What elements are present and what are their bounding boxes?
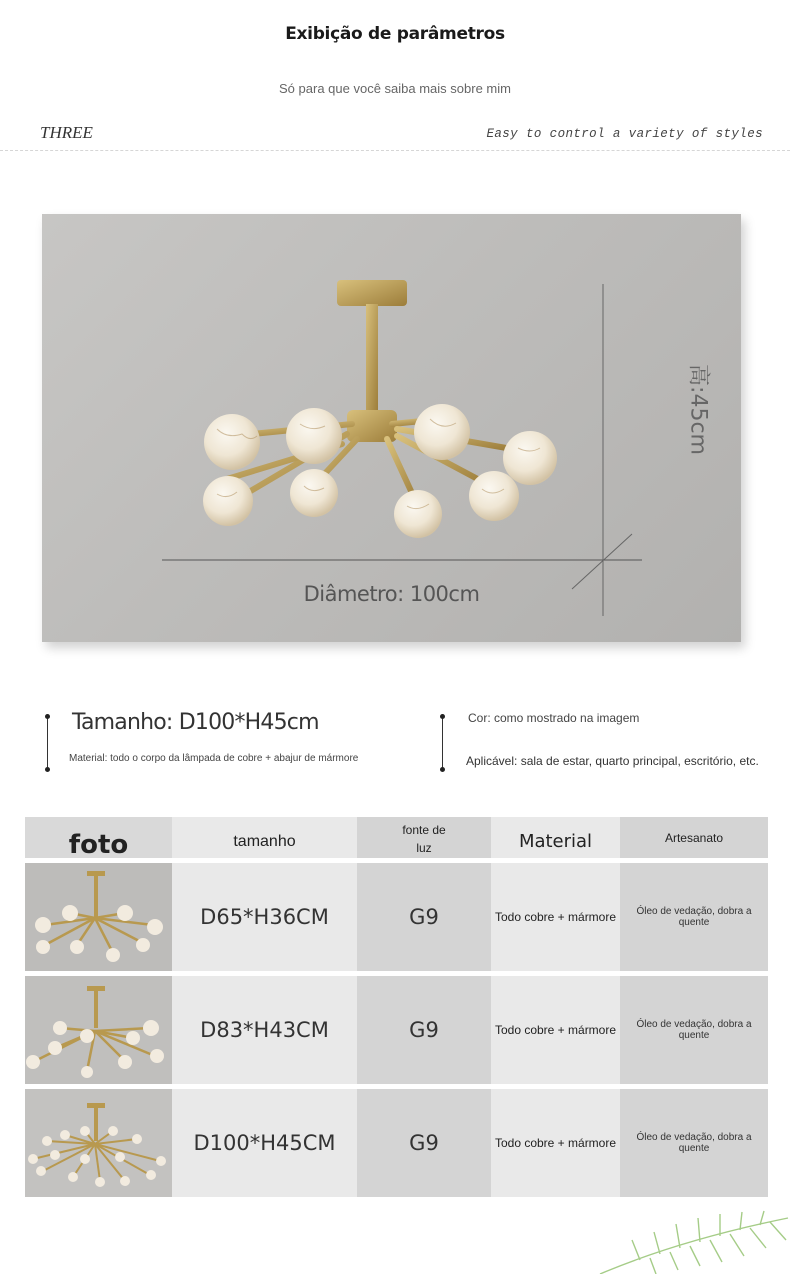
- chandelier-illustration: [42, 214, 741, 642]
- light-cell: G9: [357, 1089, 491, 1197]
- size-cell: D83*H43CM: [172, 976, 357, 1084]
- diameter-label: Diâmetro: 100cm: [303, 582, 480, 606]
- material-cell: Todo cobre + mármore: [491, 976, 620, 1084]
- material-cell: Todo cobre + mármore: [491, 863, 620, 971]
- product-thumbnail: [25, 1089, 172, 1197]
- tagline: Easy to control a variety of styles: [486, 127, 763, 141]
- craft-cell: Óleo de vedação, dobra a quente: [620, 863, 768, 971]
- light-cell: G9: [357, 863, 491, 971]
- spec-color: Cor: como mostrado na imagem: [468, 711, 640, 725]
- spec-bracket-right: [442, 716, 443, 770]
- craft-cell: Óleo de vedação, dobra a quente: [620, 1089, 768, 1197]
- header-size: tamanho: [172, 817, 357, 858]
- header-material: Material: [491, 817, 620, 858]
- spec-bracket-left: [47, 716, 48, 770]
- product-photo: [42, 214, 741, 642]
- header-foto: foto: [25, 817, 172, 858]
- craft-cell: Óleo de vedação, dobra a quente: [620, 976, 768, 1084]
- product-thumbnail: [25, 863, 172, 971]
- material-cell: Todo cobre + mármore: [491, 1089, 620, 1197]
- parameter-table: [25, 817, 768, 1197]
- product-thumbnail: [25, 976, 172, 1084]
- spec-size: Tamanho: D100*H45cm: [72, 710, 319, 735]
- divider: [0, 150, 790, 151]
- page-title: Exibição de parâmetros: [285, 24, 505, 44]
- table-row: [25, 1089, 768, 1197]
- spec-material: Material: todo o corpo da lâmpada de cobre + abajur de mármore: [69, 753, 359, 764]
- light-cell: G9: [357, 976, 491, 1084]
- height-label: 高:45cm: [685, 364, 711, 455]
- spec-applicable: Aplicável: sala de estar, quarto principal, escritório, etc.: [466, 754, 759, 768]
- table-row: [25, 863, 768, 971]
- table-header-row: [25, 817, 768, 858]
- header-light-source-text: fonte de luz: [402, 822, 446, 855]
- table-row: [25, 976, 768, 1084]
- brand-tag: THREE: [40, 123, 93, 142]
- page-subtitle: Só para que você saiba mais sobre mim: [279, 81, 511, 96]
- header-craft: Artesanato: [620, 817, 768, 858]
- size-cell: D65*H36CM: [172, 863, 357, 971]
- palm-leaf-decoration: [560, 1210, 790, 1274]
- size-cell: D100*H45CM: [172, 1089, 357, 1197]
- header-light-source: [357, 817, 491, 858]
